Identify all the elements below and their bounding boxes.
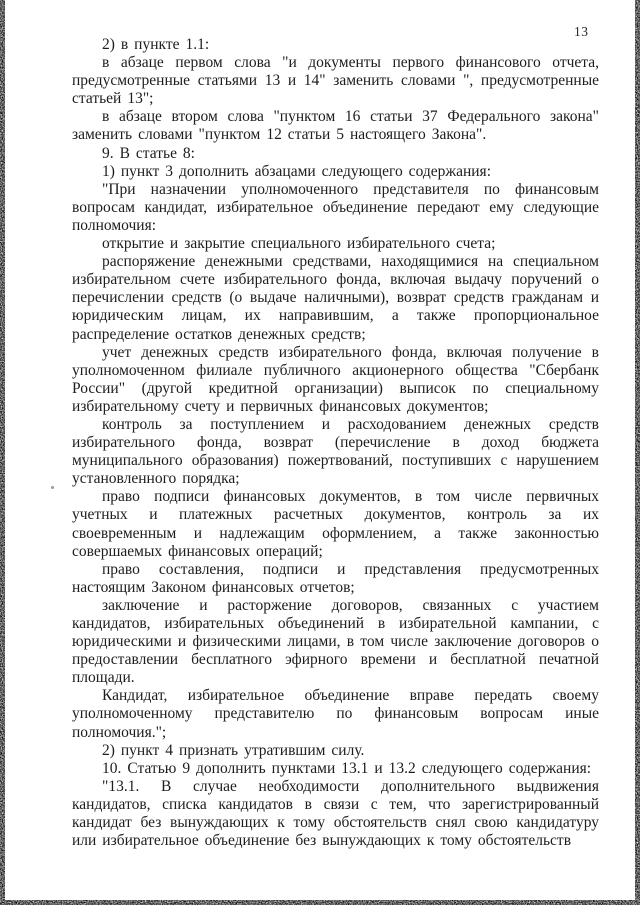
paragraph: Кандидат, избирательное объединение вправе передать своему уполномоченному представителю по финансовым вопросам иные полномочия."; (72, 687, 599, 741)
paragraph: 10. Статью 9 дополнить пунктами 13.1 и 13.2 следующего содержания: (102, 759, 592, 777)
left-edge-strip (0, 0, 5, 905)
page-number: 13 (574, 24, 589, 39)
right-edge-strip (635, 0, 640, 905)
paragraph: контроль за поступлением и расходованием денежных средств избирательного фонда, возврат (перечисление в доход бюджета муниципального образования) пожертвований, поступивших с нарушением установленного порядка; (72, 415, 599, 488)
paragraph: в абзаце первом слова "и документы первого финансового отчета, предусмотренные статьями 13 и 14" заменить словами ", предусмотренные статьей 13"; (72, 54, 599, 108)
paragraph: открытие и закрытие специального избирательного счета; (102, 235, 496, 253)
document-body (72, 36, 599, 850)
paragraph: "13.1. В случае необходимости дополнительного выдвижения кандидатов, списка кандидатов в связи с тем, что зарегистрированный кандидат без вынуждающих к тому обстоятельств снял свою кандидатуру или избирательное объединение без вынуждающих к тому обстоятельств (72, 777, 599, 850)
paragraph: право подписи финансовых документов, в том числе первичных учетных и платежных расчетных документов, контроль за их своевременным и надлежащим оформлением, а также законностью совершаемых финансовых операций; (72, 488, 599, 560)
paragraph: 2) пункт 4 признать утратившим силу. (102, 741, 365, 759)
paragraph: 2) в пункте 1.1: (102, 36, 210, 53)
scan-speck (51, 486, 54, 489)
paragraph: учет денежных средств избирательного фонда, включая получение в уполномоченном филиале публичного акционерного общества "Сбербанк России" (другой кредитной организации) выписок по специальному избирательному счету и первичных финансовых документов; (72, 343, 599, 415)
paragraph: распоряжение денежными средствами, находящимися на специальном избирательном счете избирательного фонда, включая выдачу поручений о перечислении средств (о выдаче наличными), возврат средств гражданам и юридическим лицам, их направившим, а также пропорциональное распределение остатков денежных средств; (72, 253, 599, 343)
paragraph: 1) пункт 3 дополнить абзацами следующего содержания: (102, 162, 491, 180)
paragraph: в абзаце втором слова "пунктом 16 статьи 37 Федерального закона" заменить словами "пунктом 12 статьи 5 настоящего Закона". (72, 108, 599, 144)
paragraph: право составления, подписи и представления предусмотренных настоящим Законом финансовых отчетов; (72, 560, 599, 596)
paragraph: "При назначении уполномоченного представителя по финансовым вопросам кандидат, избирательное объединение передают ему следующие полномочия: (72, 180, 599, 234)
bottom-edge-strip (0, 900, 640, 905)
paragraph: 9. В статье 8: (102, 144, 195, 162)
paragraph: заключение и расторжение договоров, связанных с участием кандидатов, избирательных объединений в избирательной кампании, с юридическими и физическими лицами, в том числе заключение договоров о предоставлении бесплатного эфирного времени и бесплатной печатной площади. (72, 596, 599, 687)
